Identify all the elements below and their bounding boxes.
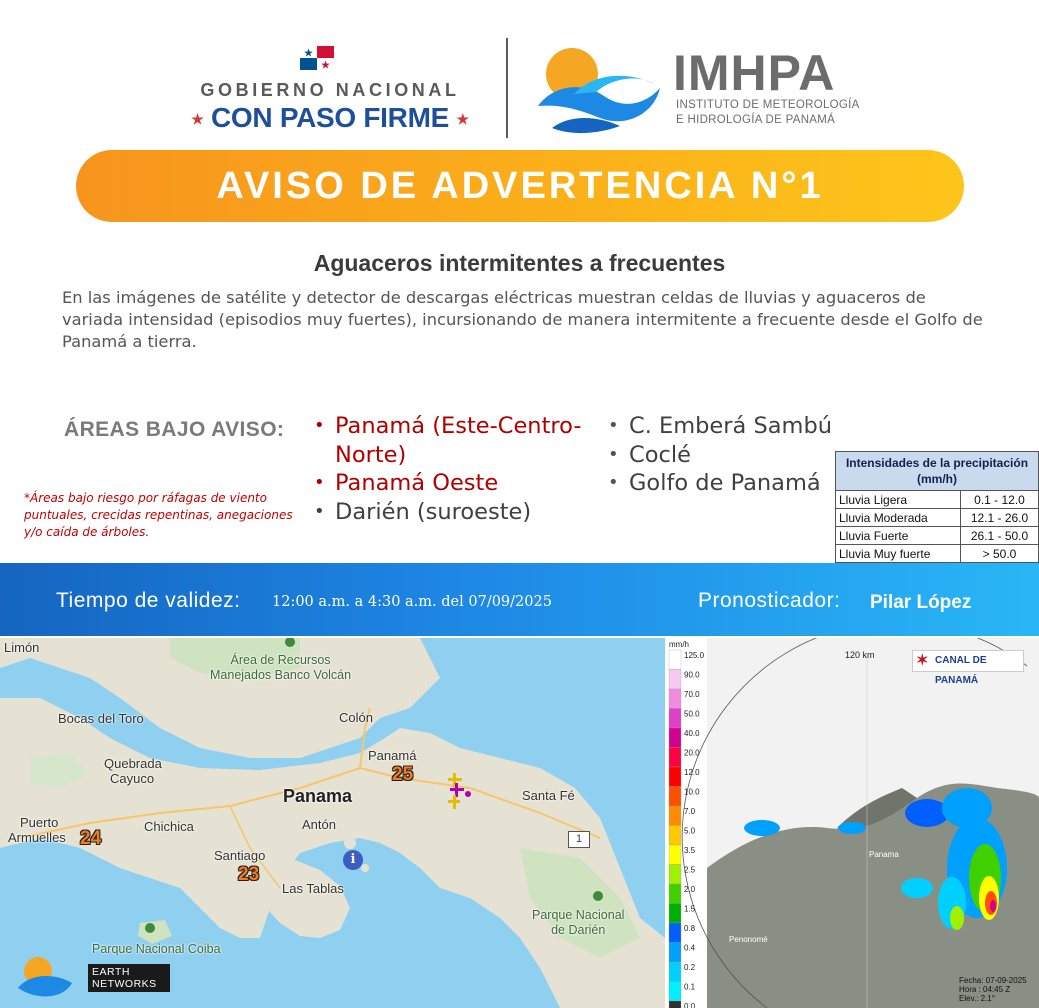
intensity-label: Lluvia Moderada	[836, 509, 961, 527]
radar-scale-label: 70.0	[684, 690, 700, 699]
radar-scale-swatch	[669, 1001, 681, 1008]
map-label-anton: Antón	[302, 817, 336, 832]
radar-scale-swatch	[669, 904, 681, 924]
radar-scale-label: 3.5	[684, 846, 696, 855]
canal-panama-text: CANAL DE PANAMÁ	[935, 655, 987, 686]
radar-scale-label: 0.1	[684, 982, 696, 992]
map-label-darien	[532, 908, 624, 938]
radar-scale-swatch	[669, 923, 681, 943]
map-label-panama: Panama	[283, 786, 353, 806]
table-row	[836, 509, 1039, 527]
radar-scale-swatch	[669, 787, 681, 807]
imhpa-subtitle-line1: INSTITUTO DE METEOROLOGÍA	[676, 99, 860, 111]
radar-scale-swatch	[669, 962, 681, 982]
area-item: • Panamá (Este-Centro-Norte)	[312, 412, 612, 469]
radar-scale-swatch	[669, 728, 681, 748]
map-label-darien-line1: Parque Nacional	[532, 908, 625, 922]
warning-banner	[76, 150, 964, 222]
radar-scale-label: 0.2	[684, 963, 696, 972]
info-icon[interactable]: i	[343, 850, 363, 870]
intensity-value: > 50.0	[961, 545, 1039, 563]
radar-scale-label: 90.0	[684, 670, 700, 680]
gobierno-line1: GOBIERNO NACIONAL	[200, 80, 460, 100]
intensity-value: 26.1 - 50.0	[961, 527, 1039, 545]
radar-scale-swatch	[669, 845, 681, 865]
route-marker: 1	[568, 831, 590, 848]
intensity-value: 12.1 - 26.0	[961, 509, 1039, 527]
areas-list-col2	[606, 412, 846, 498]
radar-scale-swatch	[669, 767, 681, 787]
intensity-label: Lluvia Fuerte	[836, 527, 961, 545]
map-label-chichica: Chichica	[144, 819, 194, 834]
canal-star-icon: ✶	[916, 652, 929, 669]
canal-panama-logo	[912, 650, 1024, 686]
radar-scale-swatch	[669, 650, 681, 670]
earth-networks-logo	[88, 964, 170, 992]
warning-title: AVISO DE ADVERTENCIA N°1	[216, 165, 824, 207]
radar-range: 120 km	[845, 650, 875, 660]
areas-label: ÁREAS BAJO AVISO:	[64, 418, 285, 441]
radar-scale-swatch	[669, 806, 681, 826]
lightning-map	[0, 638, 665, 1008]
radar-scale-label: 12.0	[684, 768, 700, 777]
temperature-label: 24	[80, 828, 102, 849]
radar-background	[667, 638, 1039, 1008]
radar-image	[667, 638, 1039, 1008]
radar-scale-label: 20.0	[684, 748, 700, 758]
radar-scale-label: 7.0	[684, 807, 696, 816]
radar-place2: Penonomé	[729, 935, 768, 944]
earth-networks-line1: EARTH	[92, 966, 130, 978]
intensity-table	[835, 451, 1039, 563]
intensity-value: 0.1 - 12.0	[961, 491, 1039, 509]
validity-label: Tiempo de validez:	[56, 589, 241, 612]
radar-scale-label: 0.8	[684, 924, 696, 933]
warning-description: En las imágenes de satélite y detector de descargas eléctricas muestran celdas de lluvias y aguaceros de variada intensidad (episodios muy fuertes), incursionando de manera intermitente a frecuente desde el Golfo de Panamá a tierra.	[62, 288, 983, 351]
radar-scale-label: 40.0	[684, 729, 700, 738]
radar-scale-label: 5.0	[684, 826, 696, 836]
radar-scale-label: 2.5	[684, 865, 696, 875]
intensity-table-header-row	[836, 452, 1039, 491]
area-item: • C. Emberá Sambú	[606, 412, 846, 441]
radar-scale-label: 125.0	[684, 651, 705, 660]
imhpa-subtitle	[676, 98, 860, 128]
map-label-santafe: Santa Fé	[522, 788, 575, 803]
radar-scale-label: 0.4	[684, 943, 696, 953]
area-item: • Darién (suroeste)	[312, 498, 612, 527]
map-label-colon: Colón	[339, 710, 373, 725]
gobierno-slogan: CON PASO FIRME	[211, 102, 449, 133]
radar-scale-label: 2.0	[684, 885, 696, 894]
areas-list-col1	[312, 412, 612, 526]
gobierno-logo	[180, 44, 485, 139]
star-icon: ★	[456, 111, 469, 128]
radar-info	[959, 976, 1027, 1003]
radar-hora: Hora : 04:45 Z	[959, 985, 1011, 994]
radar-scale-swatch	[669, 689, 681, 709]
imhpa-title: IMHPA	[673, 45, 836, 101]
radar-scale-swatch	[669, 709, 681, 729]
radar-place: Panama	[869, 850, 899, 859]
radar-scale-label: 1.5	[684, 904, 696, 914]
header-divider	[506, 38, 508, 138]
star-icon: ★	[191, 111, 204, 128]
radar-scale-swatch	[669, 943, 681, 963]
forecaster-label: Pronosticador:	[698, 589, 841, 612]
radar-elev: Elev.: 2.1°	[959, 994, 995, 1003]
validity-value: 12:00 a.m. a 4:30 a.m. del 07/09/2025	[272, 594, 552, 610]
map-label-bocas: Bocas del Toro	[58, 711, 144, 726]
map-label-quebrada: Quebrada	[104, 756, 162, 771]
earth-networks-line2: NETWORKS	[92, 978, 157, 990]
radar-scale-swatch	[669, 670, 681, 690]
map-label-limon: Limón	[4, 640, 40, 655]
map-label-armuelles: Armuelles	[8, 830, 66, 845]
radar-fecha: Fecha: 07-09-2025	[959, 976, 1027, 985]
radar-scale-swatch	[669, 982, 681, 1002]
radar-scale-label: 0.0	[684, 1002, 696, 1008]
radar-unit: mm/h	[669, 640, 689, 649]
table-row	[836, 491, 1039, 509]
map-label-coiba: Parque Nacional Coiba	[92, 942, 221, 956]
intensity-label: Lluvia Muy fuerte	[836, 545, 961, 563]
warning-subtitle: Aguaceros intermitentes a frecuentes	[313, 250, 726, 276]
radar-scale-swatch	[669, 748, 681, 768]
map-label-santiago: Santiago	[214, 848, 266, 863]
imhpa-logo-icon	[534, 44, 664, 134]
radar-scale-swatch	[669, 884, 681, 904]
risk-note: *Áreas bajo riesgo por ráfagas de viento puntuales, crecidas repentinas, anegaciones y/o caída de árboles.	[24, 491, 293, 539]
radar-scale-label: 50.0	[684, 709, 700, 719]
imhpa-subtitle-line2: E HIDROLOGÍA DE PANAMÁ	[676, 114, 836, 126]
intensity-label: Lluvia Ligera	[836, 491, 961, 509]
map-label-panama-city: Panamá	[368, 748, 417, 763]
map-label-lastablas: Las Tablas	[282, 881, 344, 896]
radar-scale-swatch	[669, 865, 681, 885]
map-label-puerto: Puerto	[20, 815, 59, 830]
area-item: • Coclé	[606, 441, 846, 470]
map-label-cayuco: Cayuco	[110, 771, 155, 786]
forecaster-name: Pilar López	[870, 592, 972, 613]
temperature-label: 25	[392, 764, 414, 785]
panama-flag-icon	[300, 46, 334, 70]
intensity-table-header: Intensidades de la precipitación (mm/h)	[836, 452, 1039, 491]
map-label-area-recursos	[210, 653, 351, 683]
temperature-label: 23	[238, 864, 260, 885]
radar-scale-swatch	[669, 826, 681, 846]
map-label-area-line1: Área de Recursos	[230, 653, 331, 667]
map-label-area-line2: Manejados Banco Volcán	[210, 668, 352, 682]
map-label-darien-line2: de Darién	[551, 923, 606, 937]
radar-scale-label: 10.0	[684, 787, 700, 797]
gobierno-line2	[180, 102, 480, 134]
area-item: • Golfo de Panamá	[606, 469, 846, 498]
area-item: • Panamá Oeste	[312, 469, 612, 498]
table-row	[836, 527, 1039, 545]
table-row	[836, 545, 1039, 563]
